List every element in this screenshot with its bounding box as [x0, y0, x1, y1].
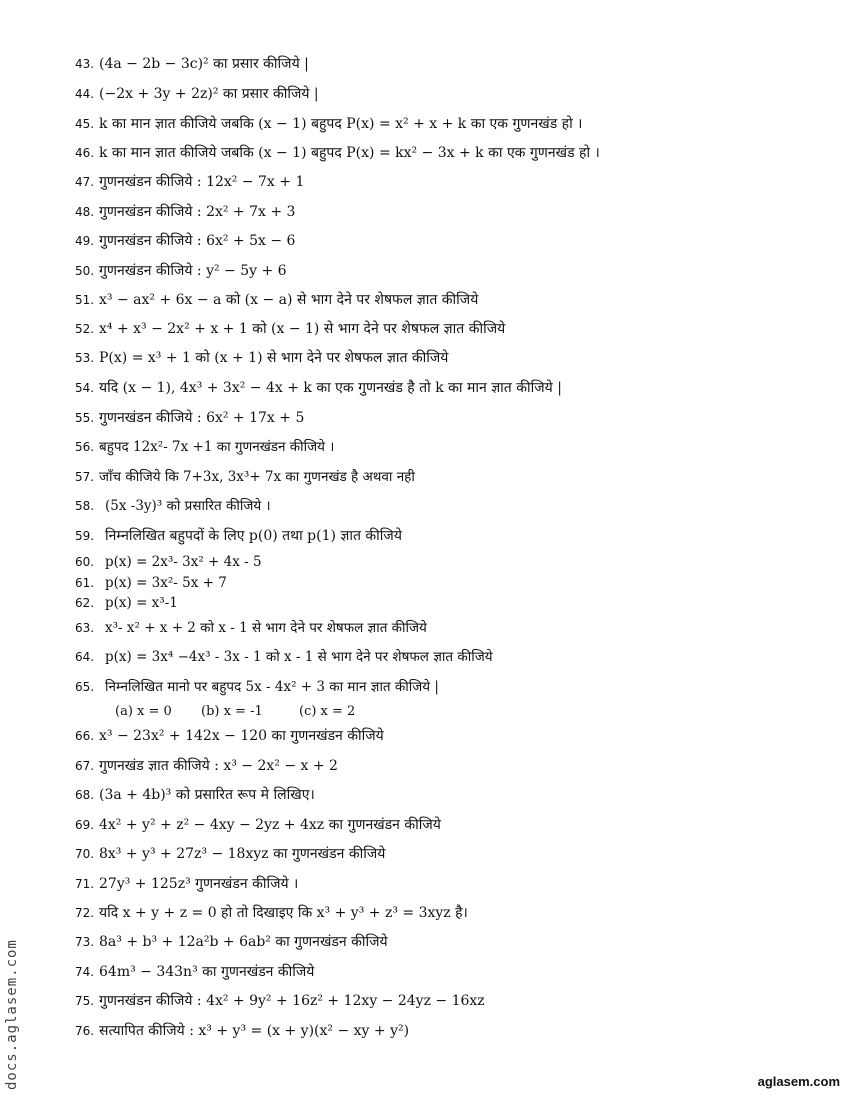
- question-50: [75, 262, 815, 280]
- question-number: 54.: [75, 381, 95, 395]
- question-48: [75, 203, 815, 221]
- question-number: 49.: [75, 234, 95, 248]
- question-54: [75, 379, 815, 397]
- question-67: [75, 757, 815, 775]
- question-number: 71.: [75, 877, 95, 891]
- question-46: [75, 144, 815, 162]
- question-45: [75, 115, 815, 133]
- question-61: [75, 574, 815, 592]
- question-number: 43.: [75, 57, 95, 71]
- question-74: [75, 963, 815, 981]
- question-64: [75, 648, 815, 666]
- option-a: (a) x = 0: [115, 704, 172, 719]
- question-60: [75, 553, 815, 571]
- question-43: [75, 55, 815, 73]
- question-text: निम्नलिखित मानो पर बहुपद 5x - 4x² + 3 का मान ज्ञात कीजिये |: [105, 679, 439, 695]
- question-number: 63.: [75, 621, 95, 635]
- question-52: [75, 320, 815, 338]
- question-56: [75, 438, 815, 456]
- question-number: 56.: [75, 440, 95, 454]
- question-text: p(x) = 3x²- 5x + 7: [105, 575, 227, 591]
- question-text: सत्यापित कीजिये : x³ + y³ = (x + y)(x² − xy + y²): [99, 1023, 410, 1039]
- question-68: [75, 786, 815, 804]
- question-text: x⁴ + x³ − 2x² + x + 1 को (x − 1) से भाग देने पर शेषफल ज्ञात कीजिये: [99, 321, 506, 337]
- question-58: [75, 497, 815, 515]
- option-b: (b) x = -1: [201, 704, 263, 719]
- question-number: 46.: [75, 146, 95, 160]
- question-text: 27y³ + 125z³ गुणनखंडन कीजिये ।: [99, 876, 299, 892]
- question-text: 64m³ − 343n³ का गुणनखंडन कीजिये: [99, 964, 315, 980]
- question-47: [75, 173, 815, 191]
- question-65: [75, 678, 815, 696]
- question-text: 4x² + y² + z² − 4xy − 2yz + 4xz का गुणनखंडन कीजिये: [99, 817, 441, 833]
- question-59: [75, 527, 815, 545]
- question-number: 52.: [75, 322, 95, 336]
- question-text: p(x) = x³-1: [105, 595, 178, 611]
- question-71: [75, 875, 815, 893]
- question-75: [75, 992, 815, 1010]
- question-51: [75, 291, 815, 309]
- question-text: 8a³ + b³ + 12a²b + 6ab² का गुणनखंडन कीजिये: [99, 934, 388, 950]
- question-text: (−2x + 3y + 2z)² का प्रसार कीजिये |: [99, 86, 319, 102]
- question-text: p(x) = 2x³- 3x² + 4x - 5: [105, 554, 262, 570]
- question-65-options: [115, 704, 355, 719]
- question-55: [75, 409, 815, 427]
- question-63: [75, 619, 815, 637]
- question-72: [75, 904, 815, 922]
- question-66: [75, 727, 815, 745]
- brand-footer: aglasem.com: [757, 1074, 840, 1089]
- question-text: x³ − ax² + 6x − a को (x − a) से भाग देने पर शेषफल ज्ञात कीजिये: [99, 292, 479, 308]
- question-number: 70.: [75, 847, 95, 861]
- question-number: 74.: [75, 965, 95, 979]
- question-text: (4a − 2b − 3c)² का प्रसार कीजिये |: [99, 56, 309, 72]
- question-text: बहुपद 12x²- 7x +1 का गुणनखंडन कीजिये ।: [99, 439, 335, 455]
- question-number: 53.: [75, 351, 95, 365]
- question-number: 47.: [75, 175, 95, 189]
- question-text: यदि x + y + z = 0 हो तो दिखाइए कि x³ + y³ + z³ = 3xyz है।: [99, 905, 468, 921]
- question-text: जाँच कीजिये कि 7+3x, 3x³+ 7x का गुणनखंड है अथवा नही: [99, 469, 415, 485]
- question-73: [75, 933, 815, 951]
- question-number: 69.: [75, 818, 95, 832]
- question-57: [75, 468, 815, 486]
- question-number: 66.: [75, 729, 95, 743]
- question-text: (5x -3y)³ को प्रसारित कीजिये ।: [105, 498, 271, 514]
- question-text: k का मान ज्ञात कीजिये जबकि (x − 1) बहुपद P(x) = kx² − 3x + k का एक गुणनखंड हो ।: [99, 145, 600, 161]
- question-number: 51.: [75, 293, 95, 307]
- question-number: 65.: [75, 680, 95, 694]
- question-44: [75, 85, 815, 103]
- question-text: P(x) = x³ + 1 को (x + 1) से भाग देने पर शेषफल ज्ञात कीजिये: [99, 350, 449, 366]
- question-text: यदि (x − 1), 4x³ + 3x² − 4x + k का एक गुणनखंड है तो k का मान ज्ञात कीजिये |: [99, 380, 562, 396]
- question-number: 50.: [75, 264, 95, 278]
- question-text: गुणनखंड ज्ञात कीजिये : x³ − 2x² − x + 2: [99, 758, 338, 774]
- question-number: 48.: [75, 205, 95, 219]
- question-number: 68.: [75, 788, 95, 802]
- question-text: गुणनखंडन कीजिये : 6x² + 17x + 5: [99, 410, 305, 426]
- question-text: (3a + 4b)³ को प्रसारित रूप मे लिखिए।: [99, 787, 315, 803]
- question-49: [75, 232, 815, 250]
- question-number: 62.: [75, 596, 95, 610]
- question-text: x³- x² + x + 2 को x - 1 से भाग देने पर शेषफल ज्ञात कीजिये: [105, 620, 427, 636]
- question-number: 58.: [75, 499, 95, 513]
- question-number: 67.: [75, 759, 95, 773]
- question-number: 45.: [75, 117, 95, 131]
- question-number: 57.: [75, 470, 95, 484]
- question-text: p(x) = 3x⁴ −4x³ - 3x - 1 को x - 1 से भाग देने पर शेषफल ज्ञात कीजिये: [105, 649, 493, 665]
- question-53: [75, 349, 815, 367]
- question-number: 55.: [75, 411, 95, 425]
- question-text: x³ − 23x² + 142x − 120 का गुणनखंडन कीजिये: [99, 728, 384, 744]
- side-watermark: docs.aglasem.com: [4, 939, 20, 1090]
- question-number: 73.: [75, 935, 95, 949]
- question-69: [75, 816, 815, 834]
- question-text: 8x³ + y³ + 27z³ − 18xyz का गुणनखंडन कीजिये: [99, 846, 386, 862]
- question-number: 61.: [75, 576, 95, 590]
- question-70: [75, 845, 815, 863]
- question-text: k का मान ज्ञात कीजिये जबकि (x − 1) बहुपद P(x) = x² + x + k का एक गुणनखंड हो ।: [99, 116, 583, 132]
- question-number: 75.: [75, 994, 95, 1008]
- question-number: 44.: [75, 87, 95, 101]
- question-text: गुणनखंडन कीजिये : 6x² + 5x − 6: [99, 233, 296, 249]
- option-c: (c) x = 2: [299, 704, 356, 719]
- question-62: [75, 594, 815, 612]
- question-number: 64.: [75, 650, 95, 664]
- question-number: 76.: [75, 1024, 95, 1038]
- question-text: गुणनखंडन कीजिये : 12x² − 7x + 1: [99, 174, 305, 190]
- question-number: 72.: [75, 906, 95, 920]
- question-76: [75, 1022, 815, 1040]
- question-text: गुणनखंडन कीजिये : 2x² + 7x + 3: [99, 204, 296, 220]
- question-number: 59.: [75, 529, 95, 543]
- question-number: 60.: [75, 555, 95, 569]
- question-text: निम्नलिखित बहुपदों के लिए p(0) तथा p(1) ज्ञात कीजिये: [105, 528, 402, 544]
- question-text: गुणनखंडन कीजिये : 4x² + 9y² + 16z² + 12xy − 24yz − 16xz: [99, 993, 485, 1009]
- question-text: गुणनखंडन कीजिये : y² − 5y + 6: [99, 263, 287, 279]
